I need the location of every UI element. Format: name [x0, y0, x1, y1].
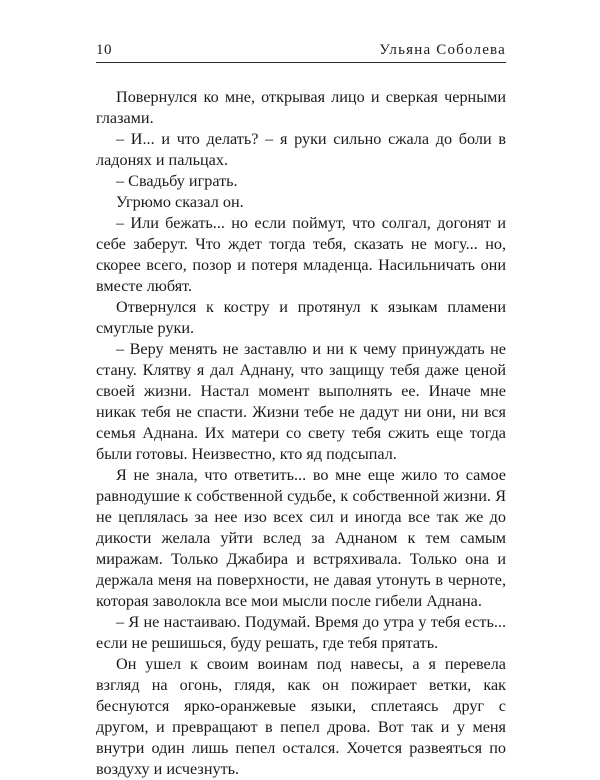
author-name: Ульяна Соболева [379, 42, 506, 58]
body-text [96, 87, 506, 780]
paragraph: – Или бежать... но если поймут, что солгал, догонят и себе заберут. Что ждет тогда тебя, сказать не могу... но, скорее всего, позор и потеря младенца. Насильничать они вместе любят. [96, 214, 506, 295]
paragraph: Угрюмо сказал он. [116, 193, 244, 211]
paragraph: – Свадьбу играть. [116, 172, 238, 190]
paragraph: Отвернулся к костру и протянул к языкам пламени смуглые руки. [96, 298, 506, 337]
paragraph: Повернулся ко мне, открывая лицо и сверкая черными глазами. [96, 88, 506, 127]
paragraph: Я не знала, что ответить... во мне еще жило то самое равнодушие к собственной судьбе, к собственной жизни. Я не цеплялась за нее изо всех сил и иногда все так же до дикости желала уйти вслед за Аднаном к тем самым миражам. Только Джабира и встряхивала. Только она и держала меня на поверхности, не давая утонуть в черноте, которая заволокла все мои мысли после гибели Аднана. [96, 466, 506, 610]
paragraph: – Я не настаиваю. Подумай. Время до утра у тебя есть... если не решишься, буду решать, где тебя прятать. [96, 613, 506, 652]
page-number: 10 [96, 42, 112, 58]
paragraph: – Веру менять не заставлю и ни к чему принуждать не стану. Клятву я дал Аднану, что защищу тебя даже ценой своей жизни. Настал момент выполнять ее. Иначе мне никак тебя не спасти. Жизни тебе не дадут ни они, ни вся семья Аднана. Их матери со свету тебя сжить еще тогда были готовы. Неизвестно, кто яд подсыпал. [96, 340, 506, 463]
paragraph: Он ушел к своим воинам под навесы, а я перевела взгляд на огонь, глядя, как он пожирает ветки, как беснуются ярко-оранжевые языки, сплетаясь друг с другом, и превращают в пепел дрова. Вот так и у меня внутри один лишь пепел остался. Хочется развеяться по воздуху и исчезнуть. [96, 655, 506, 778]
paragraph: – И... и что делать? – я руки сильно сжала до боли в ладонях и пальцах. [96, 130, 506, 169]
running-header [96, 40, 506, 63]
